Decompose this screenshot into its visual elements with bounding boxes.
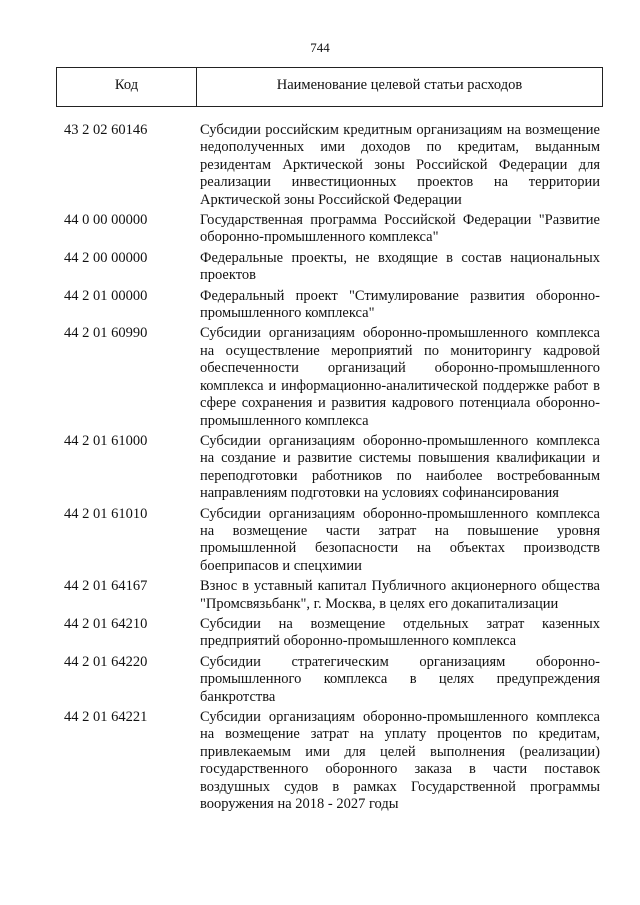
row-code: 44 2 01 64210: [64, 615, 148, 632]
table-row: [60, 212, 605, 247]
row-code: 44 2 01 00000: [64, 287, 148, 304]
row-code: 43 2 02 60146: [64, 122, 148, 138]
row-name: Субсидии организациям оборонно-промышленного комплекса на возмещение части затрат на повышение уровня промышленной безопасности на объектах производств боеприпасов и спецхимии: [200, 505, 600, 574]
row-code: 44 2 01 64167: [64, 578, 148, 595]
row-code: 44 2 01 64221: [64, 709, 148, 725]
row-code: 44 2 01 64220: [64, 653, 148, 670]
table-row: [60, 288, 605, 323]
table-row: [60, 122, 605, 209]
table-header: [56, 67, 603, 107]
row-code: 44 2 00 00000: [64, 249, 148, 266]
row-name: Субсидии организациям оборонно-промышленного комплекса на возмещение затрат на уплату процентов по кредитам, привлекаемым ими для целей выполнения (реализации) государственного оборонного заказа в части поставок воздушных судов в рамках Государственной программы вооружения на 2018 - 2027 годы: [200, 709, 600, 813]
row-code: 44 2 01 60990: [64, 325, 148, 342]
table-row: [60, 654, 605, 706]
table-row: [60, 325, 605, 429]
table-row: [60, 433, 605, 503]
expense-table: [60, 122, 605, 816]
row-name: Субсидии на возмещение отдельных затрат казенных предприятий оборонно-промышленного комплекса: [200, 615, 600, 650]
row-name: Субсидии организациям оборонно-промышленного комплекса на создание и развитие системы повышения квалификации и переподготовки работников по наиболее востребованным направлениям подготовки на условиях софинансирования: [200, 432, 600, 502]
row-name: Субсидии российским кредитным организациям на возмещение недополученных ими доходов по кредитам, выданным резидентам Арктической зоны Российской Федерации для реализации инвестиционных проектов на территории Арктической зоны Российской Федерации: [200, 122, 600, 208]
row-name: Субсидии стратегическим организациям оборонно-промышленного комплекса в целях предупреждения банкротства: [200, 653, 600, 705]
row-name: Федеральные проекты, не входящие в состав национальных проектов: [200, 249, 600, 284]
row-name: Субсидии организациям оборонно-промышленного комплекса на осуществление мероприятий по мониторингу кадровой обеспеченности организаций оборонно-промышленного комплекса и информационно-аналитической поддержке работ в сфере сохранения и развития кадрового потенциала оборонно-промышленного комплекса: [200, 325, 600, 429]
header-code: Код: [57, 68, 197, 106]
row-name: Федеральный проект "Стимулирование развития оборонно-промышленного комплекса": [200, 287, 600, 322]
row-name: Взнос в уставный капитал Публичного акционерного общества "Промсвязьбанк", г. Москва, в целях его докапитализации: [200, 578, 600, 612]
row-code: 44 2 01 61000: [64, 432, 148, 449]
row-name: Государственная программа Российской Федерации "Развитие оборонно-промышленного комплекса": [200, 212, 600, 246]
header-name: Наименование целевой статьи расходов: [276, 77, 523, 93]
row-code: 44 2 01 61010: [64, 505, 148, 522]
table-row: [60, 578, 605, 613]
table-row: [60, 709, 605, 813]
page-number: 744: [310, 40, 330, 55]
table-row: [60, 616, 605, 651]
row-code: 44 0 00 00000: [64, 212, 148, 229]
table-row: [60, 250, 605, 285]
table-row: [60, 506, 605, 576]
